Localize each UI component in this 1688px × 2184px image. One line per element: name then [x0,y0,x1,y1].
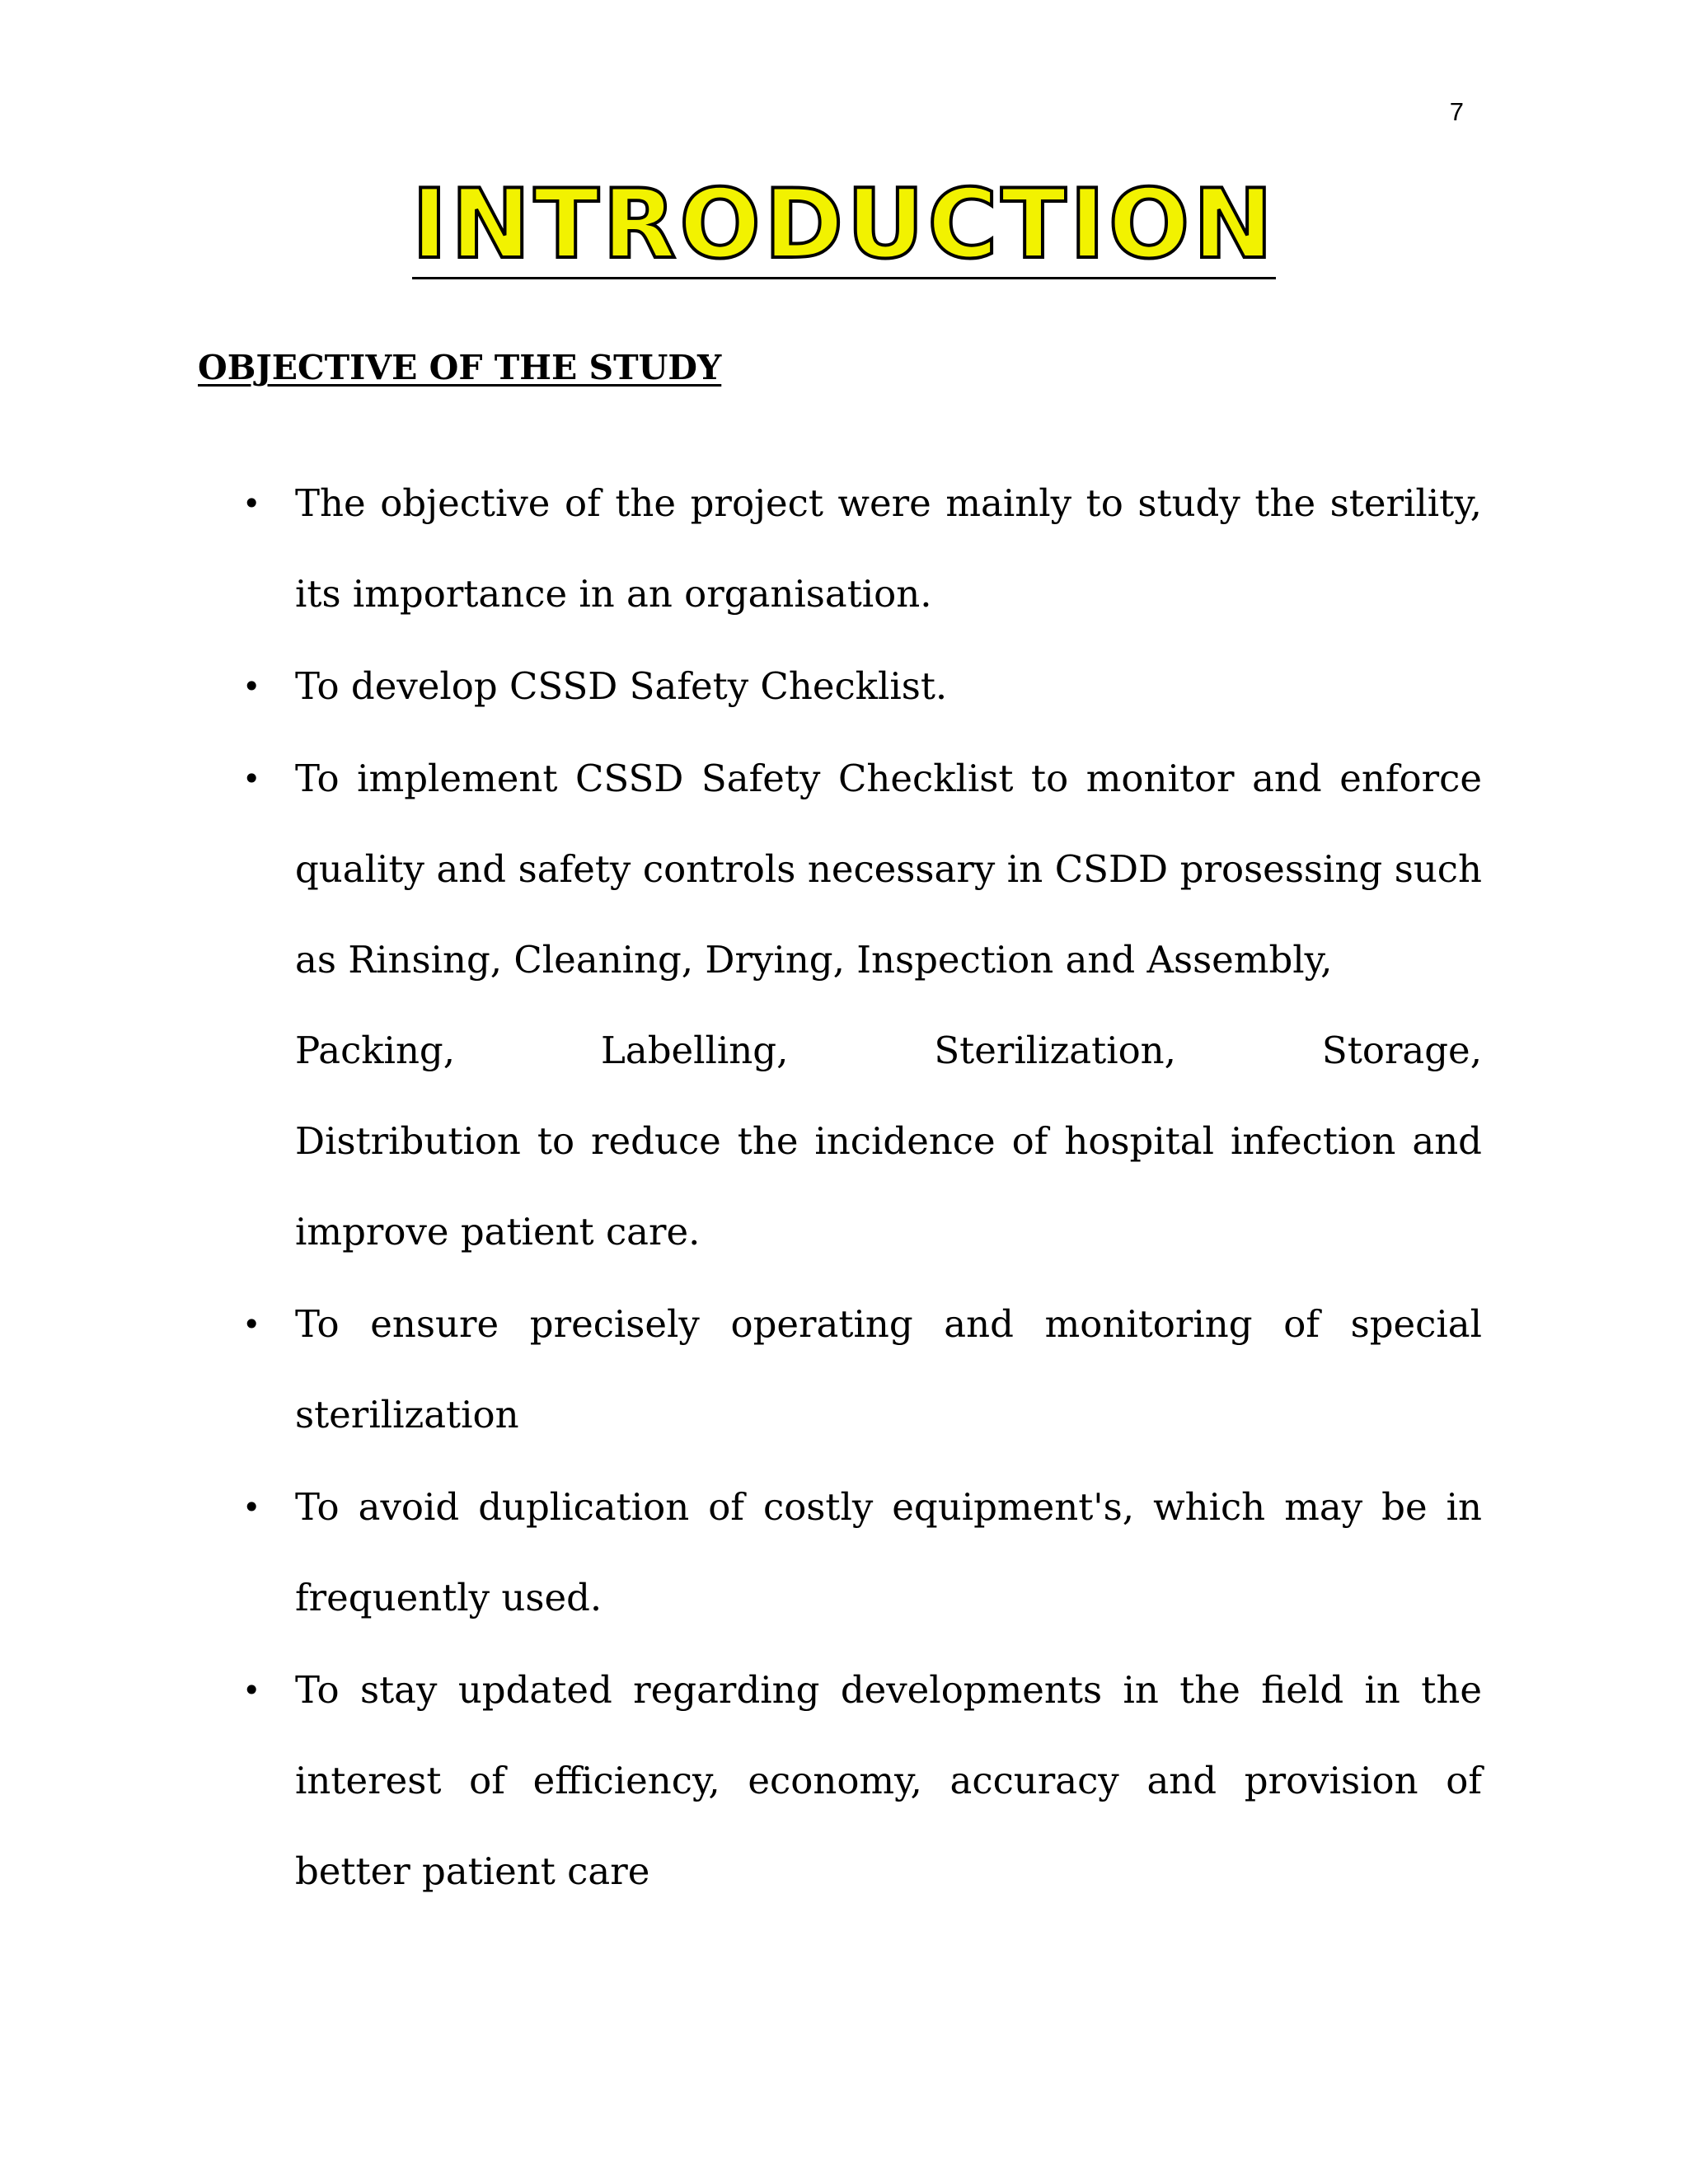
objectives-list [242,458,1482,1917]
bullet-icon: • [242,1306,261,1343]
bullet-icon: • [242,1489,261,1526]
list-item-text: The objective of the project were mainly to study the sterility, its importance in an organisation. [295,481,1482,616]
list-item-text: To implement CSSD Safety Checklist to monitor and enforce quality and safety controls necessary in CSDD prosessing such as Rinsing, Cleaning, Drying, Inspection and Assembly, [295,757,1482,982]
bullet-icon: • [242,761,261,797]
list-item-text: To ensure precisely operating and monitoring of special sterilization [295,1302,1482,1436]
list-item [242,1645,1482,1917]
list-item [242,458,1482,640]
list-item [242,1462,1482,1643]
page-title-text: INTRODUCTION [411,169,1277,280]
list-item-text: Packing, Labelling, Sterilization, Storage, [295,1029,1482,1072]
list-item-text: To stay updated regarding developments in the field in the interest of efficiency, economy, accuracy and provision of better patient care [295,1668,1482,1893]
list-item-text: To avoid duplication of costly equipment's, which may be in frequently used. [295,1485,1482,1619]
bullet-icon: • [242,1672,261,1708]
list-item-text: To develop CSSD Safety Checklist. [295,664,948,708]
list-item-text: Distribution to reduce the incidence of hospital infection and improve patient care. [295,1119,1482,1254]
list-item [242,733,1482,1277]
list-item [242,641,1482,732]
section-heading: OBJECTIVE OF THE STUDY [198,348,722,387]
list-item [242,1279,1482,1460]
bullet-icon: • [242,485,261,522]
page-title [0,169,1688,280]
page-number: 7 [1449,97,1464,126]
bullet-icon: • [242,668,261,705]
